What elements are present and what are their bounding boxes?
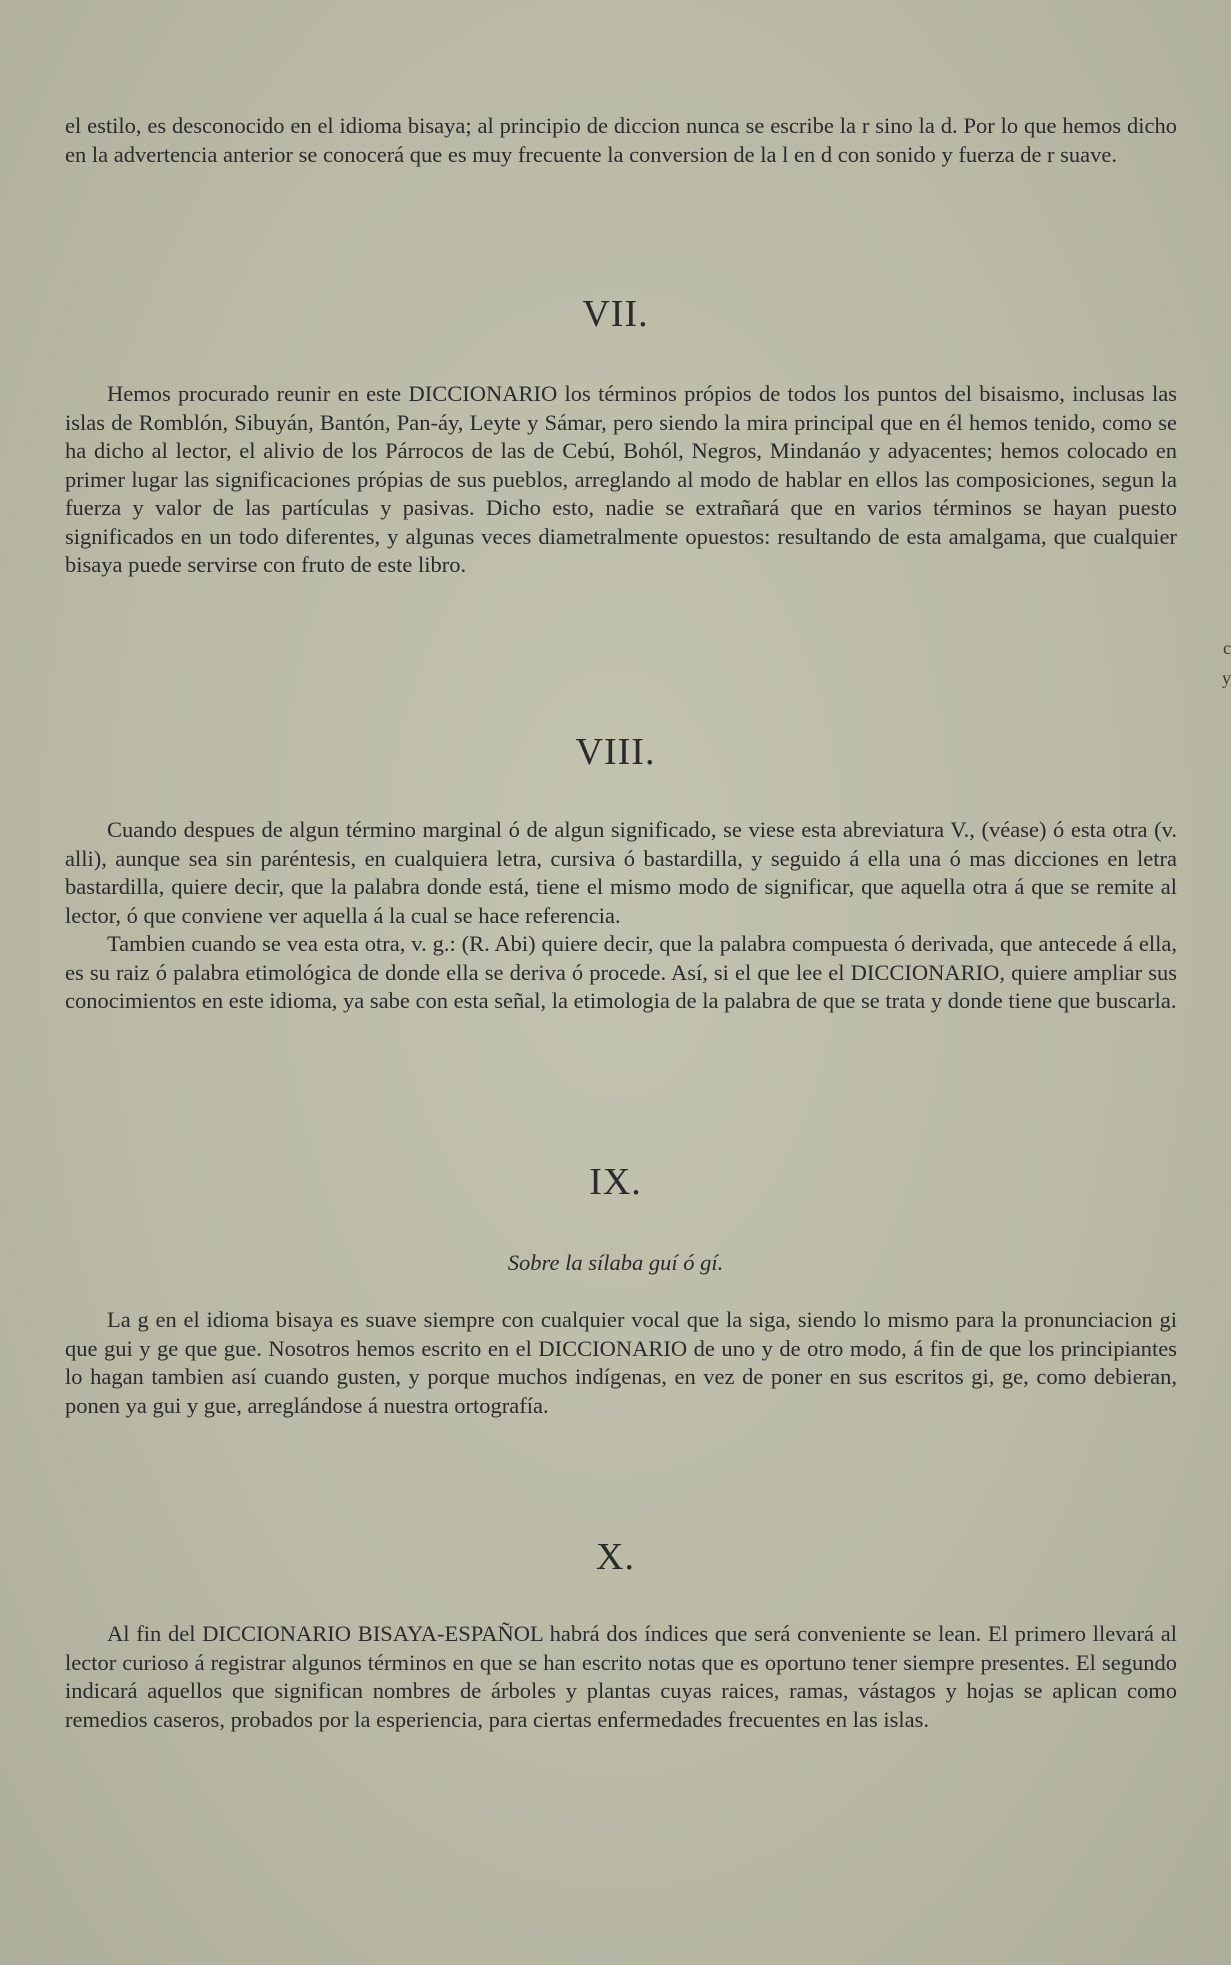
section-viii-block xyxy=(65,816,1177,1016)
section-ix-block xyxy=(65,1306,1177,1420)
section-ix-paragraph: La g en el idioma bisaya es suave siempre con cualquier vocal que la siga, siendo lo mismo para la pronunciacion gi que gui y ge que gue. Nosotros hemos escrito en el DICCIONARIO de uno y de otro modo, á fin de que los principiantes lo hagan tambien así cuando gusten, y porque muchos indígenas, en vez de poner en sus escritos gi, ge, como debieran, ponen ya gui y gue, arreglándose á nuestra ortografía. xyxy=(65,1307,1177,1418)
section-ix-heading: IX. xyxy=(589,1161,642,1203)
section-viii-heading: VIII. xyxy=(575,731,656,773)
section-ix-subheading: Sobre la sílaba guí ó gí. xyxy=(507,1250,724,1275)
section-viii-paragraph-1: Cuando despues de algun término marginal ó de algun significado, se viese esta abreviatura V., (véase) ó esta otra (v. alli), aunque sea sin paréntesis, en cualquiera letra, cursiva ó bastardilla, y seguido á ella una ó mas dicciones en letra bastardilla, quiere decir, que la palabra donde está, tiene el mismo modo de significar, que aquella otra á que se remite al lector, ó que conviene ver aquella á la cual se hace referencia. xyxy=(65,817,1177,928)
section-x-heading: X. xyxy=(596,1536,635,1578)
section-vii-paragraph: Hemos procurado reunir en este DICCIONARIO los términos própios de todos los puntos del bisaismo, inclusas las islas de Romblón, Sibuyán, Bantón, Pan-áy, Leyte y Sámar, pero siendo la mira principal que en él hemos tenido, como se ha dicho al lector, el alivio de los Párrocos de las de Cebú, Bohól, Negros, Mindanáo y adyacentes; hemos colocado en primer lugar las significaciones própias de sus pueblos, arreglando al modo de hablar en ellos las composiciones, segun la fuerza y valor de las partículas y pasivas. Dicho esto, nadie se extrañará que en varios términos se hayan puesto significados en un todo diferentes, y algunas veces diametralmente opuestos: resultando de esta amalgama, que cualquier bisaya puede servirse con fruto de este libro. xyxy=(65,381,1177,577)
section-viii-paragraph-2: Tambien cuando se vea esta otra, v. g.: (R. Abi) quiere decir, que la palabra compuesta ó derivada, que antecede á ella, es su raiz ó palabra etimológica de donde ella se deriva ó procede. Así, si el que lee el DICCIONARIO, quiere ampliar sus conocimientos en este idioma, ya sabe con esta señal, la etimologia de la palabra de que se trata y donde tiene que buscarla. xyxy=(65,931,1177,1013)
edge-mark-bottom: y xyxy=(1222,668,1231,688)
section-x-block xyxy=(65,1620,1177,1734)
section-vii-heading: VII. xyxy=(582,293,649,335)
intro-block xyxy=(65,112,1177,169)
edge-mark-top: c xyxy=(1223,638,1231,658)
section-vii-block xyxy=(65,380,1177,580)
intro-paragraph: el estilo, es desconocido en el idioma bisaya; al principio de diccion nunca se escribe la r sino la d. Por lo que hemos dicho en la advertencia anterior se conocerá que es muy frecuente la conversion de la l en d con sonido y fuerza de r suave. xyxy=(65,113,1177,167)
section-x-paragraph: Al fin del DICCIONARIO BISAYA-ESPAÑOL habrá dos índices que será conveniente se lean. El primero llevará al lector curioso á registrar algunos términos en que se han escrito notas que es oportuno tener siempre presentes. El segundo indicará aquellos que significan nombres de árboles y plantas cuyas raices, ramas, vástagos y hojas se aplican como remedios caseros, probados por la esperiencia, para ciertas enfermedades frecuentes en las islas. xyxy=(65,1621,1177,1732)
